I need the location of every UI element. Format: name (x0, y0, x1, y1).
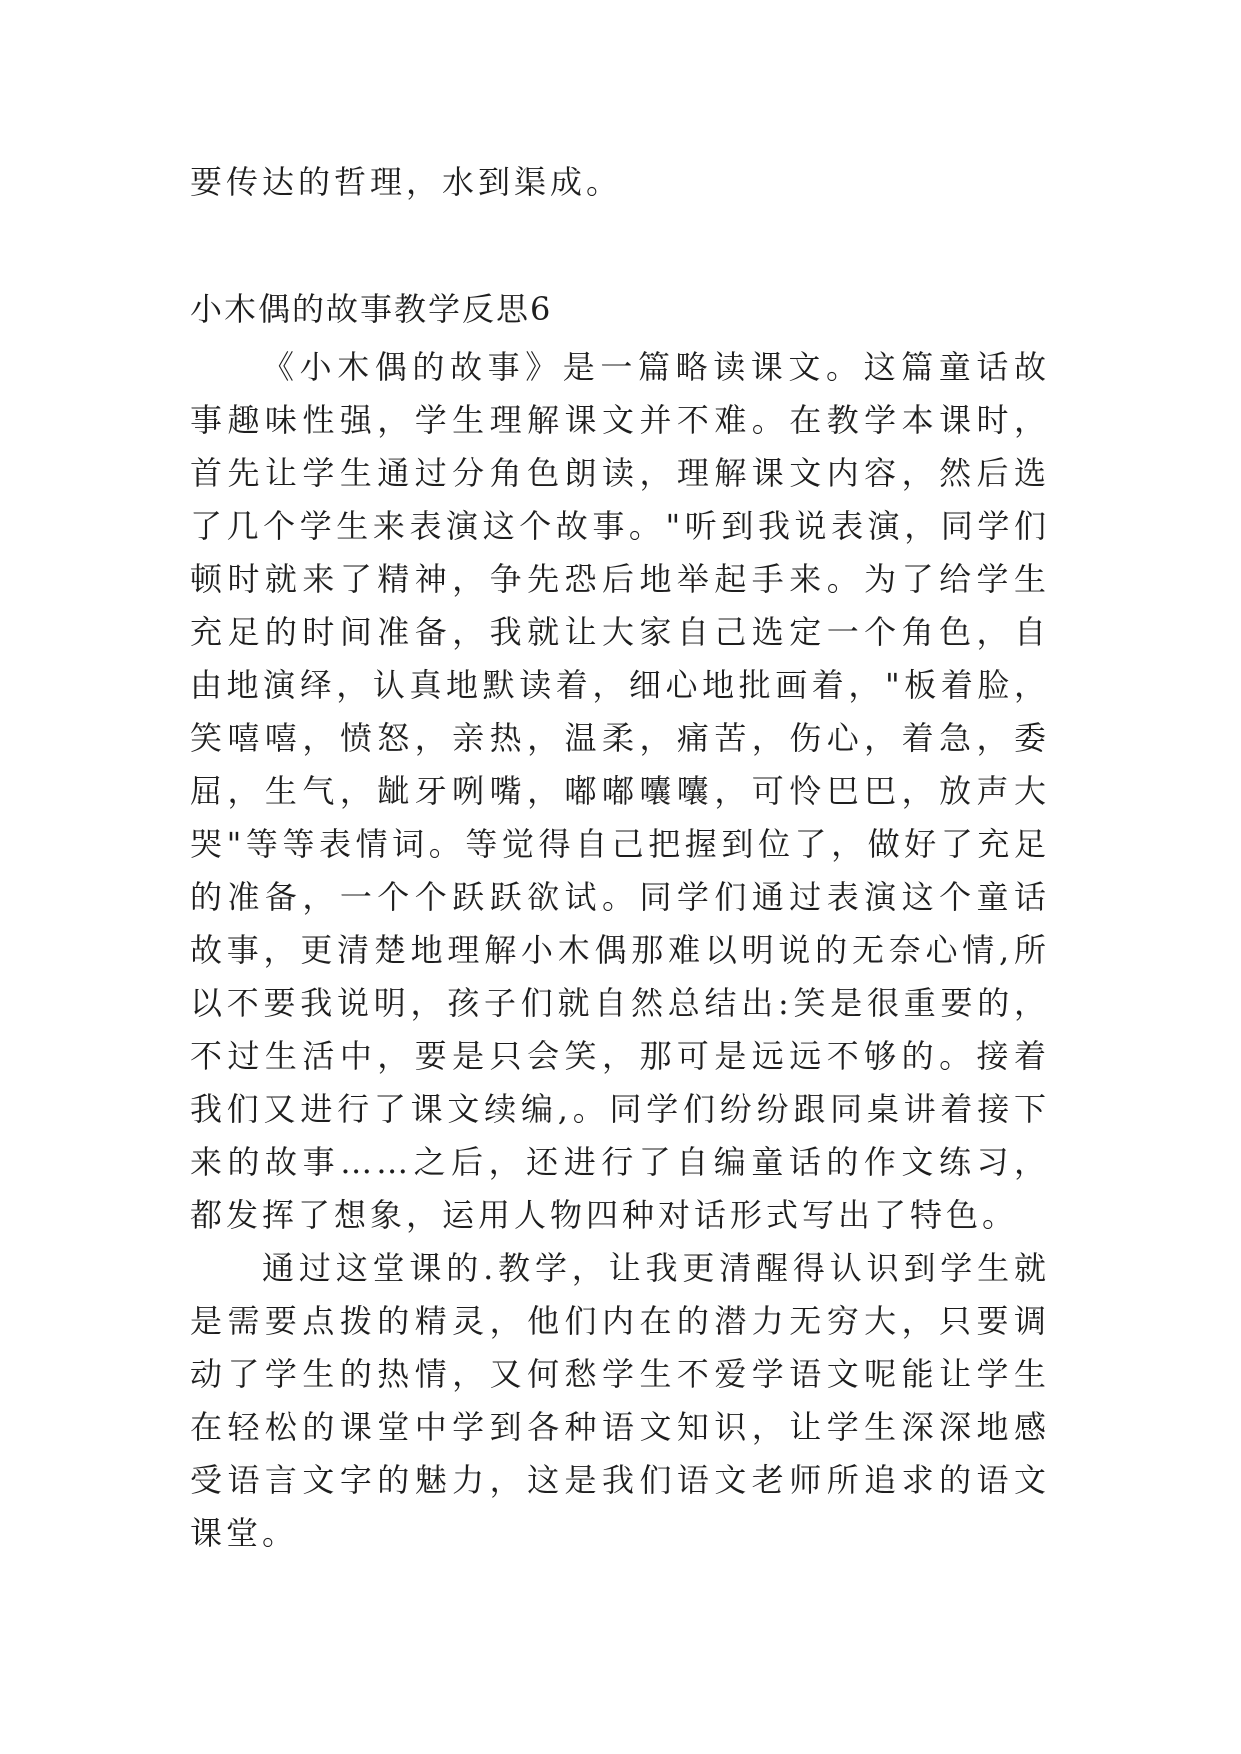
body-text (190, 341, 1050, 1560)
continuation-line: 要传达的哲理，水到渠成。 (190, 163, 623, 201)
section-title: 小木偶的故事教学反思6 (190, 290, 553, 328)
paragraph-1: 《小木偶的故事》是一篇略读课文。这篇童话故事趣味性强，学生理解课文并不难。在教学本课时，首先让学生通过分角色朗读，理解课文内容，然后选了几个学生来表演这个故事。"听到我说表演，同学们顿时就来了精神，争先恐后地举起手来。为了给学生充足的时间准备，我就让大家自己选定一个角色，自由地演绎，认真地默读着，细心地批画着，"板着脸，笑嘻嘻，愤怒，亲热，温柔，痛苦，伤心，着急，委屈，生气，龇牙咧嘴，嘟嘟囔囔，可怜巴巴，放声大哭"等等表情词。等觉得自己把握到位了，做好了充足的准备，一个个跃跃欲试。同学们通过表演这个童话故事，更清楚地理解小木偶那难以明说的无奈心情,所以不要我说明，孩子们就自然总结出:笑是很重要的，不过生活中，要是只会笑，那可是远远不够的。接着我们又进行了课文续编,。同学们纷纷跟同桌讲着接下来的故事……之后，还进行了自编童话的作文练习，都发挥了想象，运用人物四种对话形式写出了特色。 (190, 348, 1050, 1234)
paragraph-2: 通过这堂课的.教学，让我更清醒得认识到学生就是需要点拨的精灵，他们内在的潜力无穷大，只要调动了学生的热情，又何愁学生不爱学语文呢能让学生在轻松的课堂中学到各种语文知识，让学生深深地感受语言文字的魅力，这是我们语文老师所追求的语文课堂。 (190, 1249, 1050, 1552)
